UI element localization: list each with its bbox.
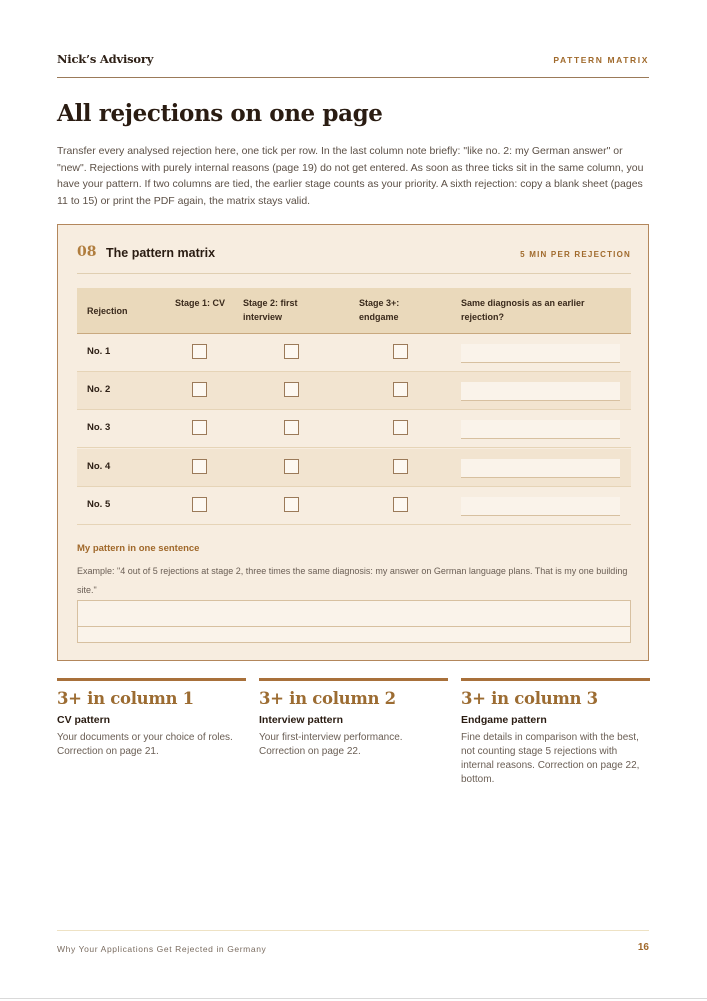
column-text: Fine details in comparison with the best, not counting stage 5 rejections with internal reasons. Correction on page 22, bottom. bbox=[461, 732, 640, 785]
pattern-matrix-card bbox=[57, 224, 649, 661]
column-text: Your first-interview performance. Correction on page 22. bbox=[259, 732, 403, 757]
card-title: The pattern matrix bbox=[106, 246, 216, 260]
pattern-example: Example: "4 out of 5 rejections at stage 2, three times the same diagnosis: my answer on German language plans. That is my one building site." bbox=[77, 566, 628, 595]
column-text: Your documents or your choice of roles. Correction on page 21. bbox=[57, 732, 233, 757]
matrix-row bbox=[77, 410, 631, 448]
pattern-label: My pattern in one sentence bbox=[77, 543, 200, 554]
header-stage1: Stage 1: CV bbox=[175, 298, 226, 308]
stage3-checkbox[interactable] bbox=[393, 344, 408, 359]
stage1-checkbox[interactable] bbox=[192, 497, 207, 512]
stage3-checkbox[interactable] bbox=[393, 382, 408, 397]
card-header bbox=[77, 241, 631, 274]
pattern-sentence-field[interactable] bbox=[77, 600, 631, 643]
row-label: No. 1 bbox=[87, 346, 111, 357]
matrix-row bbox=[77, 449, 631, 487]
stage3-checkbox[interactable] bbox=[393, 420, 408, 435]
matrix-row bbox=[77, 487, 631, 525]
diagnosis-field[interactable] bbox=[461, 497, 620, 516]
column-subtitle: Endgame pattern bbox=[461, 714, 547, 726]
brand-name: Nick’s Advisory bbox=[57, 52, 154, 66]
stage2-checkbox[interactable] bbox=[284, 420, 299, 435]
stage1-checkbox[interactable] bbox=[192, 459, 207, 474]
header-rejection: Rejection bbox=[87, 306, 128, 316]
stage2-checkbox[interactable] bbox=[284, 459, 299, 474]
pattern-column-3 bbox=[461, 678, 650, 787]
time-badge: 5 MIN PER REJECTION bbox=[520, 250, 631, 259]
stage2-checkbox[interactable] bbox=[284, 497, 299, 512]
section-tag: PATTERN MATRIX bbox=[553, 55, 649, 65]
stage3-checkbox[interactable] bbox=[393, 497, 408, 512]
column-subtitle: Interview pattern bbox=[259, 714, 344, 726]
diagnosis-field[interactable] bbox=[461, 344, 620, 363]
stage1-checkbox[interactable] bbox=[192, 420, 207, 435]
writing-line bbox=[78, 626, 630, 627]
page-title: All rejections on one page bbox=[57, 100, 383, 127]
page-header bbox=[57, 52, 649, 78]
intro-paragraph: Transfer every analysed rejection here, one tick per row. In the last column note briefly: "like no. 2: my German answer" or "new". Rejections with purely internal reasons (page 19) do not get entered. As soon as three ticks sit in the same column, you have your pattern. If two columns are tied, the earlier stage counts as your priority. A sixth rejection: copy a blank sheet (pages 11 to 15) or print the PDF again, the matrix stays valid. bbox=[57, 145, 644, 207]
card-number: 08 bbox=[77, 244, 97, 260]
stage1-checkbox[interactable] bbox=[192, 382, 207, 397]
row-label: No. 5 bbox=[87, 499, 111, 510]
row-label: No. 3 bbox=[87, 422, 111, 433]
column-title: 3+ in column 2 bbox=[259, 689, 396, 708]
stage3-checkbox[interactable] bbox=[393, 459, 408, 474]
row-label: No. 2 bbox=[87, 384, 111, 395]
column-title: 3+ in column 3 bbox=[461, 689, 598, 708]
page-footer bbox=[57, 930, 649, 958]
header-diagnosis: Same diagnosis as an earlier rejection? bbox=[461, 298, 585, 322]
stage2-checkbox[interactable] bbox=[284, 344, 299, 359]
footer-title: Why Your Applications Get Rejected in Germany bbox=[57, 944, 267, 954]
pattern-column-2 bbox=[259, 678, 448, 759]
header-stage2: Stage 2: first interview bbox=[243, 298, 298, 322]
column-title: 3+ in column 1 bbox=[57, 689, 194, 708]
stage2-checkbox[interactable] bbox=[284, 382, 299, 397]
page-number: 16 bbox=[637, 942, 649, 953]
column-subtitle: CV pattern bbox=[57, 714, 111, 726]
header-stage3: Stage 3+: endgame bbox=[359, 298, 400, 322]
matrix-row bbox=[77, 372, 631, 410]
page-edge bbox=[0, 998, 707, 999]
pattern-column-1 bbox=[57, 678, 246, 759]
diagnosis-field[interactable] bbox=[461, 382, 620, 401]
diagnosis-field[interactable] bbox=[461, 459, 620, 478]
matrix-header-row bbox=[77, 288, 631, 334]
matrix-row bbox=[77, 334, 631, 372]
stage1-checkbox[interactable] bbox=[192, 344, 207, 359]
row-label: No. 4 bbox=[87, 461, 111, 472]
diagnosis-field[interactable] bbox=[461, 420, 620, 439]
